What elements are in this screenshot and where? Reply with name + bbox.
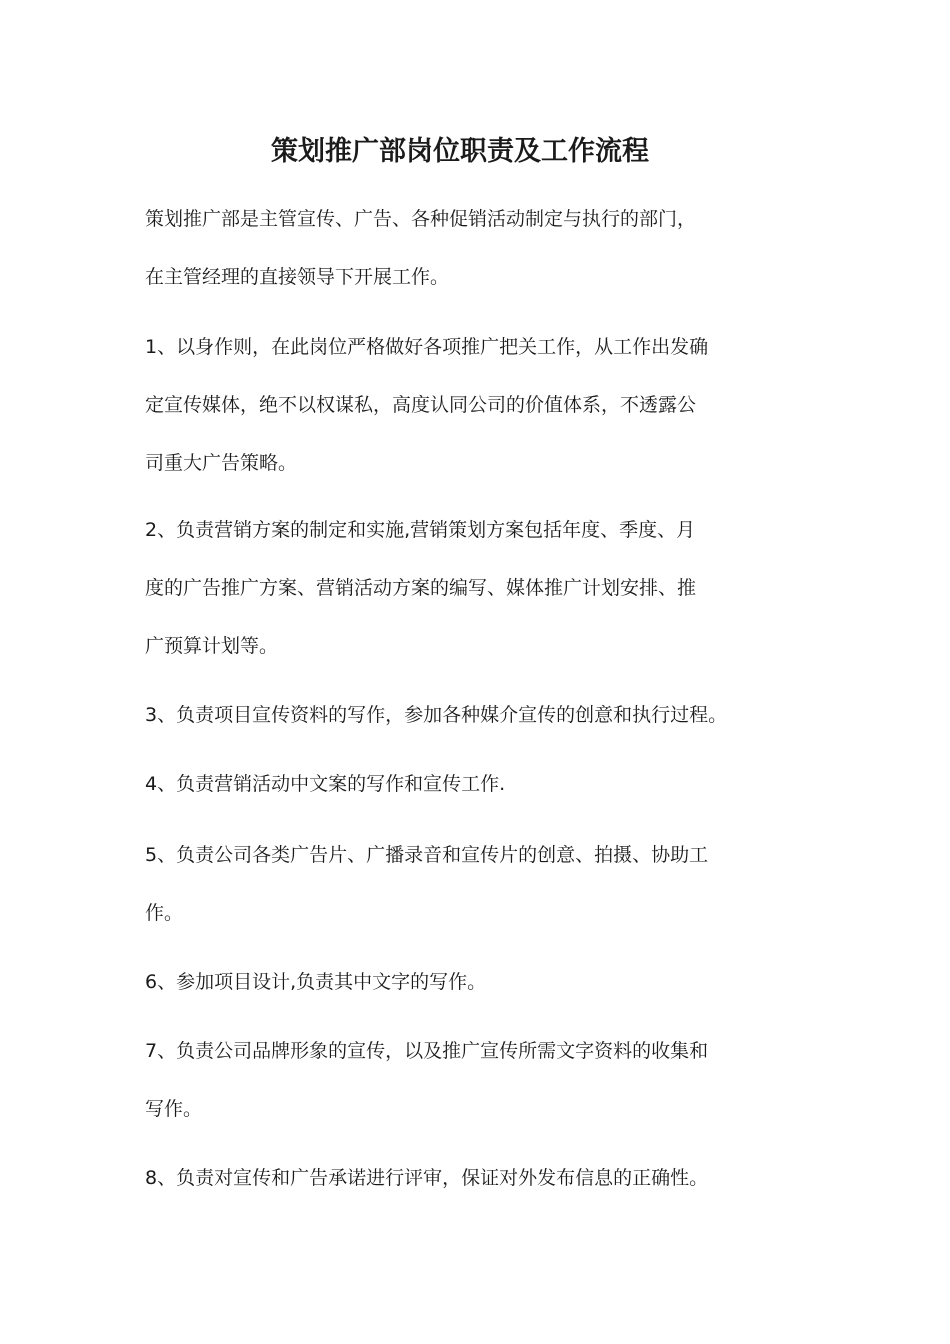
item-5 xyxy=(145,826,835,942)
item-line: 5、负责公司各类广告片、广播录音和宣传片的创意、拍摄、协助工 xyxy=(145,844,709,866)
item-8 xyxy=(145,1149,835,1207)
item-line: 3、负责项目宣传资料的写作，参加各种媒介宣传的创意和执行过程。 xyxy=(145,704,728,726)
item-line: 7、负责公司品牌形象的宣传，以及推广宣传所需文字资料的收集和 xyxy=(145,1040,709,1062)
item-line: 6、参加项目设计,负责其中文字的写作。 xyxy=(145,971,487,993)
item-7 xyxy=(145,1022,835,1138)
item-line: 定宣传媒体，绝不以权谋私，高度认同公司的价值体系，不透露公 xyxy=(145,394,697,416)
item-line: 度的广告推广方案、营销活动方案的编写、媒体推广计划安排、推 xyxy=(145,577,697,599)
item-line: 8、负责对宣传和广告承诺进行评审，保证对外发布信息的正确性。 xyxy=(145,1167,709,1189)
intro-paragraph xyxy=(145,190,835,306)
item-6 xyxy=(145,953,835,1011)
intro-line: 在主管经理的直接领导下开展工作。 xyxy=(145,266,450,288)
item-3 xyxy=(145,686,835,744)
item-line: 司重大广告策略。 xyxy=(145,452,298,474)
item-4 xyxy=(145,755,835,813)
page-title: 策划推广部岗位职责及工作流程 xyxy=(271,136,649,167)
item-line: 写作。 xyxy=(145,1098,203,1120)
intro-line: 策划推广部是主管宣传、广告、各种促销活动制定与执行的部门， xyxy=(145,208,697,230)
item-line: 4、负责营销活动中文案的写作和宣传工作. xyxy=(145,773,506,795)
item-1 xyxy=(145,318,835,492)
item-line: 1、以身作则，在此岗位严格做好各项推广把关工作，从工作出发确 xyxy=(145,336,709,358)
item-line: 广预算计划等。 xyxy=(145,635,279,657)
item-line: 作。 xyxy=(145,902,184,924)
item-line: 2、负责营销方案的制定和实施,营销策划方案包括年度、季度、月 xyxy=(145,519,696,541)
item-2 xyxy=(145,501,835,675)
